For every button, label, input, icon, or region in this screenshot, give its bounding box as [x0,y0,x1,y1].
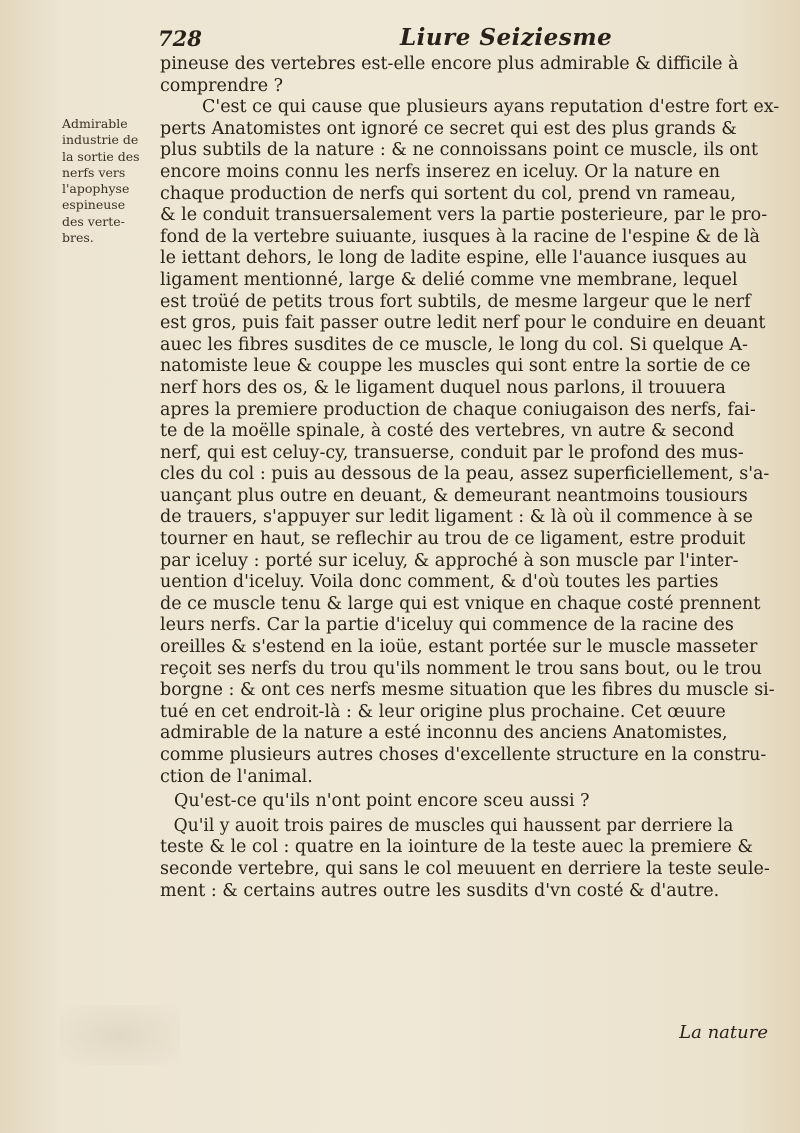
text-line: pineuse des vertebres est-elle encore plus admirable & difficile à [160,54,739,74]
margin-note-line: nerfs vers [62,164,126,180]
margin-note-line: espineuse [62,197,126,213]
margin-note-line: des verte- [62,213,125,229]
paragraph-1 [160,54,780,97]
text-line: est gros, puis fait passer outre ledit nerf pour le conduire en deuant [160,313,766,334]
paragraph-4 [160,816,780,902]
text-line: tué en cet endroit-là : & leur origine plus prochaine. Cet œuure [160,701,726,722]
body-text [160,54,780,902]
text-line: nerf hors des os, & le ligament duquel nous parlons, il trouuera [160,377,726,398]
text-line: seconde vertebre, qui sans le col meuuent en derriere la teste seule- [160,858,770,879]
text-line: reçoit ses nerfs du trou qu'ils nomment le trou sans bout, ou le trou [160,658,762,679]
text-line: comme plusieurs autres choses d'excellente structure en la constru- [160,745,767,765]
catchword: La nature [679,1022,768,1043]
text-line: apres la premiere production de chaque coniugaison des nerfs, fai- [160,399,756,420]
text-line: C'est ce qui cause que plusieurs ayans reputation d'estre fort ex- [202,97,780,118]
text-line: nerf, qui est celuy-cy, transuerse, conduit par le profond des mus- [160,442,744,463]
paragraph-3 [160,791,780,813]
margin-note-line: industrie de [62,132,139,148]
text-line: tourner en haut, se reflechir au trou de ce ligament, estre produit [160,529,746,550]
text-line: le iettant dehors, le long de ladite espine, elle l'auance iusques au [160,248,748,269]
text-line: plus subtils de la nature : & ne connoissans point ce muscle, ils ont [160,140,759,161]
running-title: Liure Seiziesme [400,24,613,51]
text-line: & le conduit transuersalement vers la partie posterieure, par le pro- [160,205,768,226]
text-line: perts Anatomistes ont ignoré ce secret qui est des plus grands & [160,118,737,139]
page-number: 728 [158,26,202,51]
text-line: te de la moëlle spinale, à costé des vertebres, vn autre & second [160,421,735,442]
text-line: fond de la vertebre suiuante, iusques à la racine de l'espine & de là [160,226,760,247]
margin-note [62,116,157,246]
text-line: admirable de la nature a esté inconnu des anciens Anatomistes, [160,723,728,744]
text-line: teste & le col : quatre en la iointure de la teste auec la premiere & [160,837,753,858]
text-line: uançant plus outre en deuant, & demeurant neantmoins tousiours [160,485,748,506]
text-line: par iceluy : porté sur iceluy, & approché à son muscle par l'inter- [160,550,739,571]
text-line: comprendre ? [160,75,283,96]
text-line: natomiste leue & couppe les muscles qui sont entre la sortie de ce [160,356,751,377]
text-line: chaque production de nerfs qui sortent du col, prend vn rameau, [160,183,736,204]
text-line: auec les fibres susdites de ce muscle, le long du col. Si quelque A- [160,334,748,355]
page-header [150,22,740,52]
margin-note-line: l'apophyse [62,181,130,197]
paper-stain [60,1005,180,1065]
text-line: ction de l'animal. [160,766,313,787]
text-line: borgne : & ont ces nerfs mesme situation que les fibres du muscle si- [160,680,775,701]
text-line: leurs nerfs. Car la partie d'iceluy qui commence de la racine des [160,615,734,636]
text-line: de trauers, s'appuyer sur ledit ligament : & là où il commence à se [160,507,753,528]
text-line: encore moins connu les nerfs inserez en iceluy. Or la nature en [160,161,721,182]
paragraph-2 [160,97,780,788]
margin-note-line: la sortie des [62,148,140,164]
text-line: oreilles & s'estend en la ioüe, estant portée sur le muscle masseter [160,637,758,658]
text-line: ligament mentionné, large & delié comme vne membrane, lequel [160,269,738,290]
text-line: ment : & certains autres outre les susdits d'vn costé & d'autre. [160,880,720,901]
text-line: Qu'il y auoit trois paires de muscles qui haussent par derriere la [173,815,734,836]
text-line: est troüé de petits trous fort subtils, de mesme largeur que le nerf [160,291,751,312]
text-line: cles du col : puis au dessous de la peau, assez superficiellement, s'a- [160,464,770,485]
text-line: de ce muscle tenu & large qui est vnique en chaque costé prennent [160,593,761,614]
margin-note-line: Admirable [62,116,128,131]
text-line: Qu'est-ce qu'ils n'ont point encore sceu aussi ? [174,791,590,812]
margin-note-line: bres. [62,230,94,246]
text-line: uention d'iceluy. Voila donc comment, & d'où toutes les parties [160,572,719,593]
